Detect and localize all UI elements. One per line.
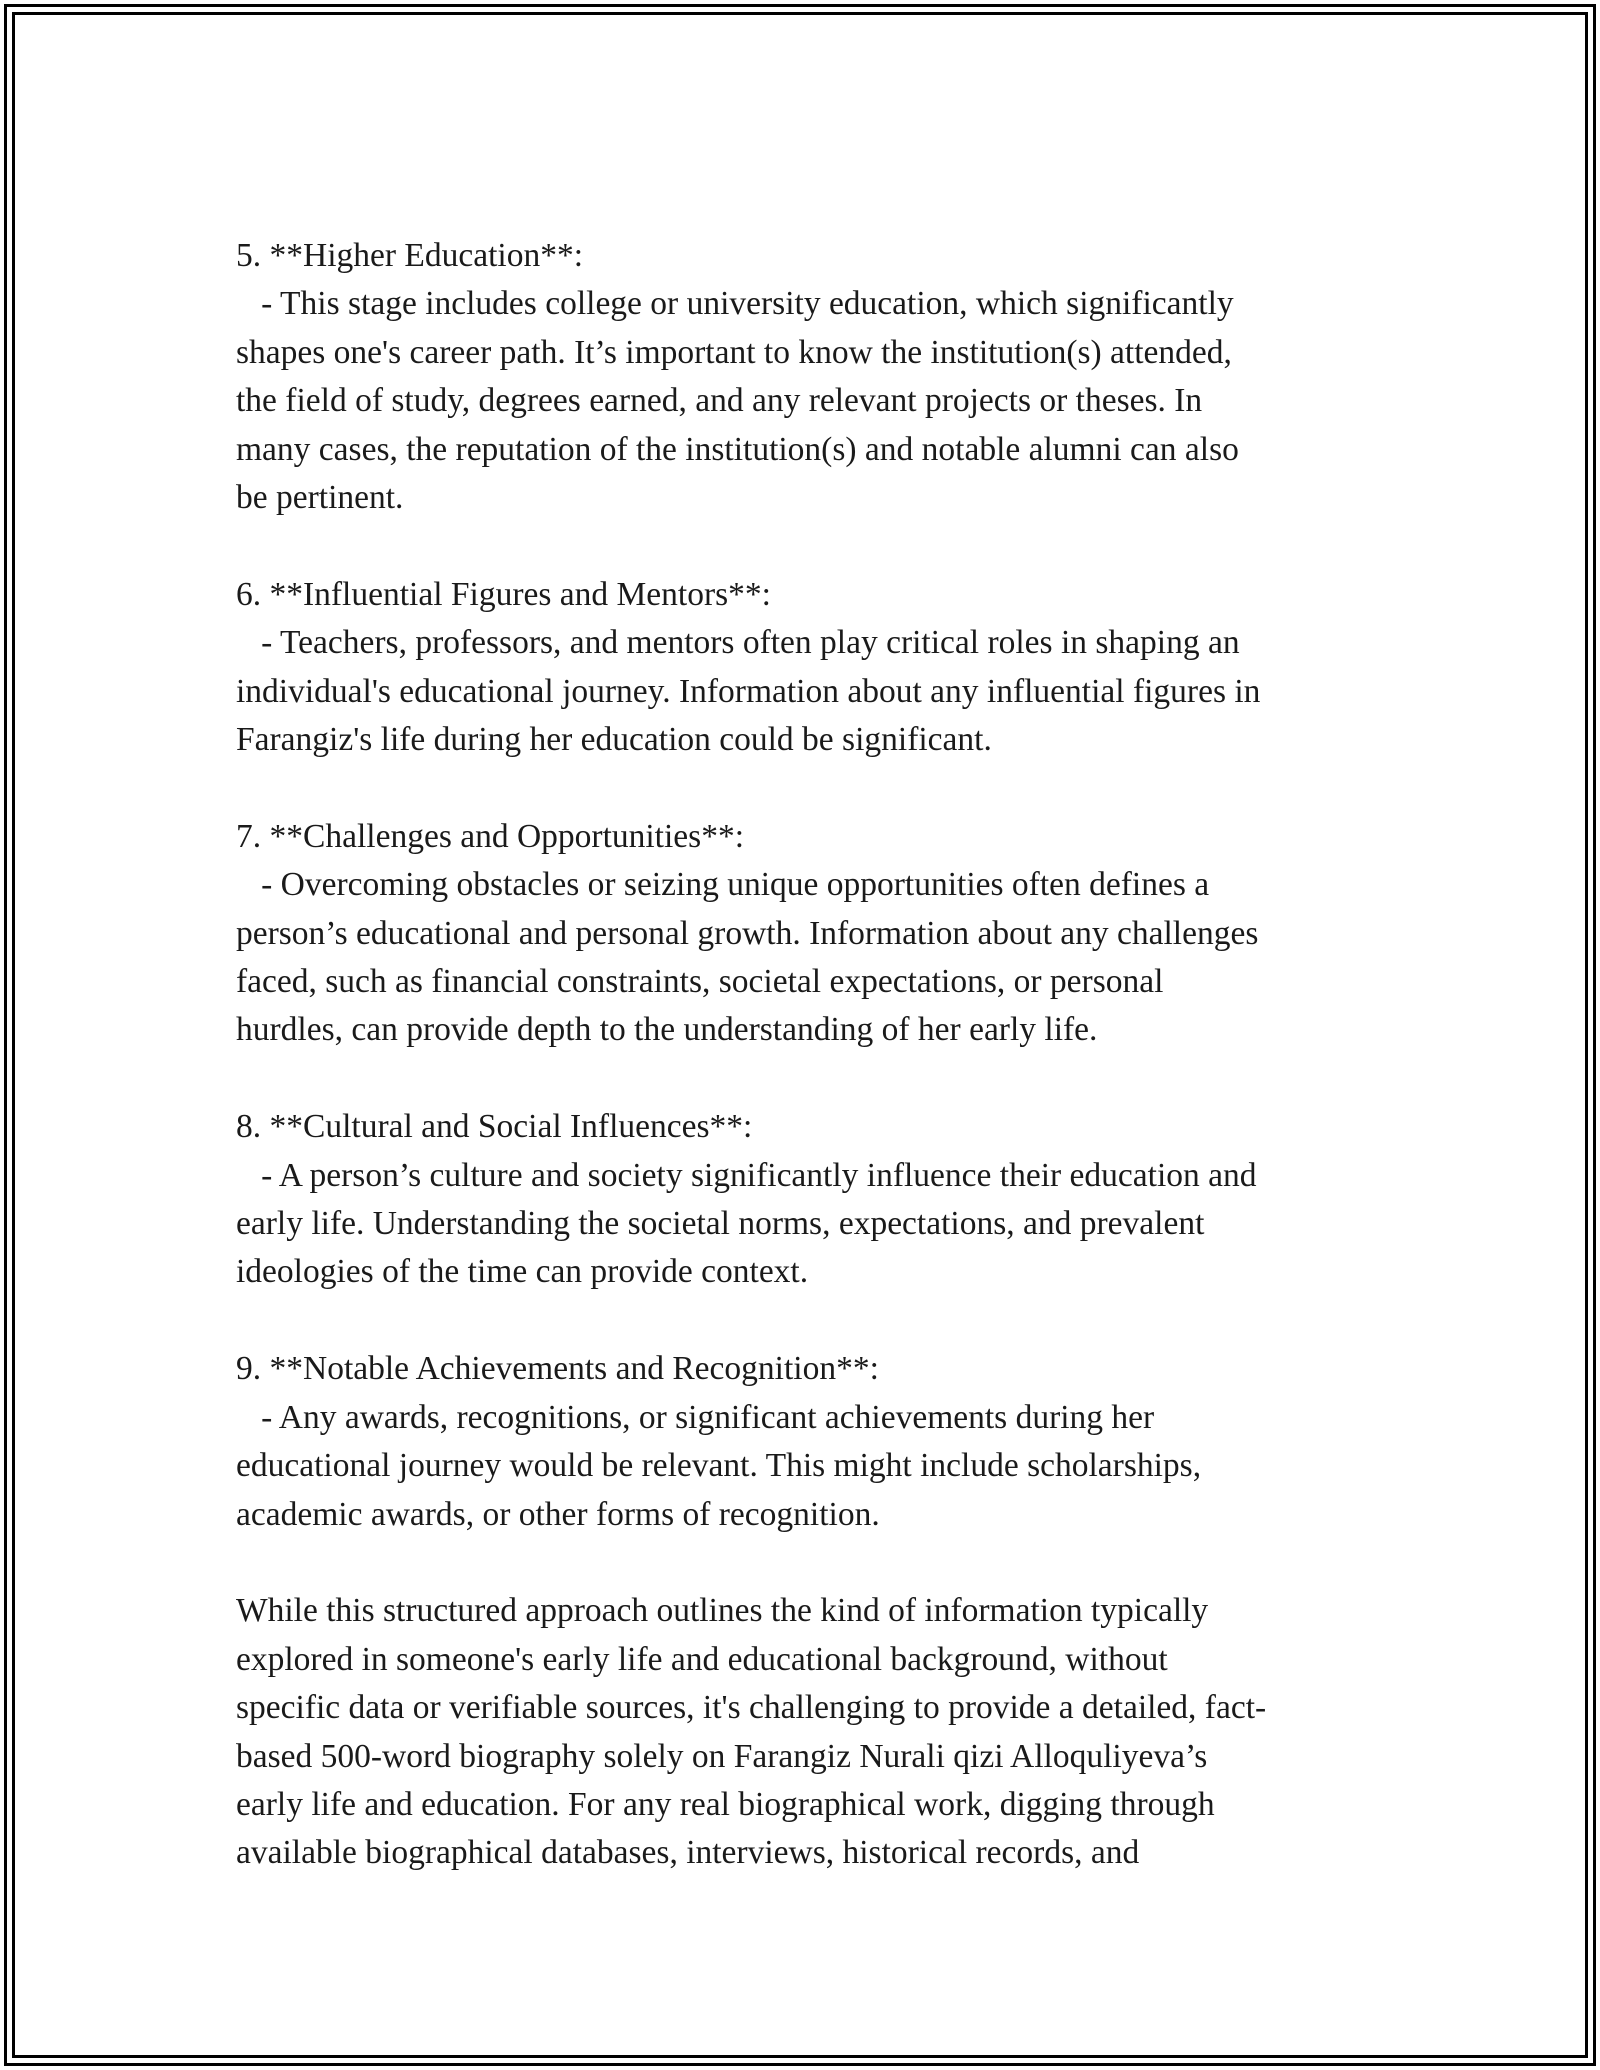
text-line: - Overcoming obstacles or seizing unique opportunities often defines a	[236, 866, 1210, 904]
text-line: Farangiz's life during her education could be significant.	[236, 721, 992, 759]
text-line: be pertinent.	[236, 479, 404, 517]
text-line: While this structured approach outlines the kind of information typically	[236, 1592, 1209, 1630]
section-heading: 9. **Notable Achievements and Recognition**:	[236, 1350, 879, 1388]
text-line: early life and education. For any real biographical work, digging through	[236, 1785, 1215, 1823]
text-line: many cases, the reputation of the institution(s) and notable alumni can also	[236, 430, 1239, 468]
text-line: - A person’s culture and society significantly influence their education and	[236, 1156, 1257, 1194]
text-line: specific data or verifiable sources, it's challenging to provide a detailed, fact-	[236, 1689, 1267, 1727]
section-heading: 6. **Influential Figures and Mentors**:	[236, 575, 771, 613]
text-line: educational journey would be relevant. This might include scholarships,	[236, 1447, 1202, 1485]
section-challenges	[236, 813, 1386, 1055]
section-influential-figures	[236, 571, 1386, 765]
text-line: shapes one's career path. It’s important to know the institution(s) attended,	[236, 333, 1232, 371]
section-higher-education	[236, 232, 1386, 522]
text-line: - This stage includes college or university education, which significantly	[236, 285, 1234, 323]
text-line: - Teachers, professors, and mentors often play critical roles in shaping an	[236, 624, 1240, 662]
section-heading: 7. **Challenges and Opportunities**:	[236, 817, 745, 855]
text-line: faced, such as financial constraints, societal expectations, or personal	[236, 963, 1164, 1001]
text-line: ideologies of the time can provide context.	[236, 1253, 809, 1291]
text-line: academic awards, or other forms of recognition.	[236, 1495, 880, 1533]
text-line: hurdles, can provide depth to the understanding of her early life.	[236, 1011, 1098, 1049]
text-line: the field of study, degrees earned, and any relevant projects or theses. In	[236, 382, 1203, 420]
text-line: early life. Understanding the societal norms, expectations, and prevalent	[236, 1205, 1205, 1243]
text-line: person’s educational and personal growth. Information about any challenges	[236, 914, 1259, 952]
section-heading: 5. **Higher Education**:	[236, 237, 584, 274]
closing-paragraph	[236, 1587, 1386, 1877]
section-heading: 8. **Cultural and Social Influences**:	[236, 1108, 753, 1146]
text-line: individual's educational journey. Information about any influential figures in	[236, 672, 1261, 710]
text-line: explored in someone's early life and educational background, without	[236, 1640, 1168, 1678]
text-line: available biographical databases, interviews, historical records, and	[236, 1834, 1140, 1872]
text-line: - Any awards, recognitions, or significant achievements during her	[236, 1398, 1155, 1436]
document-body	[236, 232, 1386, 1926]
section-cultural-influences	[236, 1103, 1386, 1297]
section-achievements	[236, 1345, 1386, 1539]
text-line: based 500-word biography solely on Farangiz Nurali qizi Alloquliyeva’s	[236, 1737, 1208, 1775]
